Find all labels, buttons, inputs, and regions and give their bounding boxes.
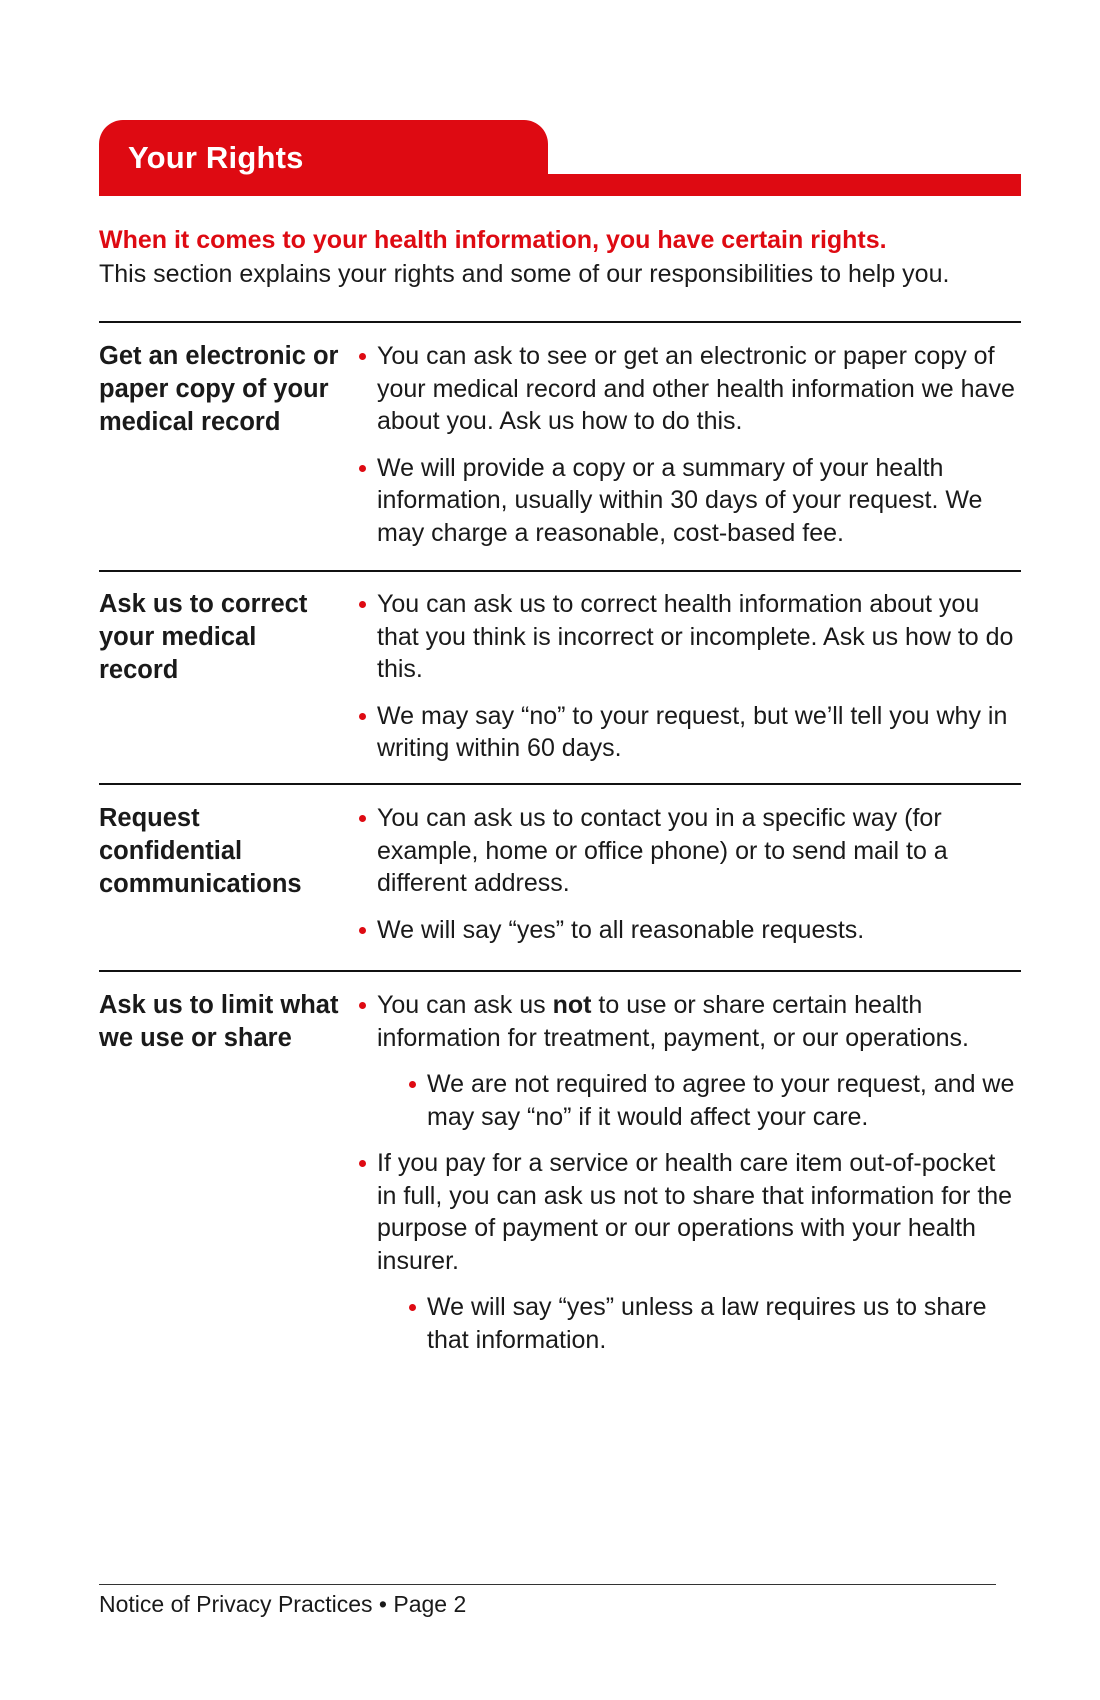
section-label: Request confidential communications (99, 804, 302, 898)
divider (99, 570, 1021, 572)
bullet-item: We may say “no” to your request, but we’ll tell you why in writing within 60 days. (355, 700, 1021, 765)
intro (99, 223, 1021, 291)
bullet-text: to use or share certain health information for treatment, payment, or our operations. (377, 991, 969, 1052)
bullet-item: You can ask us to correct health information about you that you think is incorrect or incomplete. Ask us how to do this. (355, 588, 1021, 686)
bullet-item: We will provide a copy or a summary of your health information, usually within 30 days of your request. We may charge a reasonable, cost-based fee. (355, 452, 1021, 550)
section-label: Ask us to correct your medical record (99, 590, 308, 684)
sub-bullet-item: We are not required to agree to your request, and we may say “no” if it would affect your care. (405, 1068, 1021, 1133)
header-bar (539, 174, 1021, 196)
divider (99, 321, 1021, 323)
bullet-item (355, 989, 1021, 1054)
page-footer: Notice of Privacy Practices • Page 2 (99, 1591, 467, 1617)
section-label: Get an electronic or paper copy of your medical record (99, 342, 339, 436)
bullet-item: If you pay for a service or health care item out-of-pocket in full, you can ask us not to share that information for the purpose of payment or our operations with your health insurer. (355, 1147, 1021, 1277)
bullet-item: You can ask us to contact you in a specific way (for example, home or office phone) or to send mail to a different address. (355, 802, 1021, 900)
page-title: Your Rights (128, 140, 304, 175)
bullet-item: You can ask to see or get an electronic or paper copy of your medical record and other health information we have about you. Ask us how to do this. (355, 340, 1021, 438)
intro-lead: When it comes to your health information, you have certain rights. (99, 226, 887, 254)
bullet-item: We will say “yes” to all reasonable requests. (355, 914, 1021, 947)
intro-text: This section explains your rights and some of our responsibilities to help you. (99, 260, 950, 288)
section-header (99, 120, 1021, 196)
footer-divider (99, 1584, 996, 1585)
bullet-text: You can ask us (377, 991, 553, 1019)
divider (99, 970, 1021, 972)
section-body (355, 802, 1021, 960)
section-label: Ask us to limit what we use or share (99, 991, 339, 1052)
divider (99, 783, 1021, 785)
section-body (355, 340, 1021, 563)
bullet-emphasis: not (552, 991, 592, 1019)
sub-bullet-item: We will say “yes” unless a law requires us to share that information. (405, 1291, 1021, 1356)
section-body (355, 989, 1021, 1370)
section-body (355, 588, 1021, 779)
